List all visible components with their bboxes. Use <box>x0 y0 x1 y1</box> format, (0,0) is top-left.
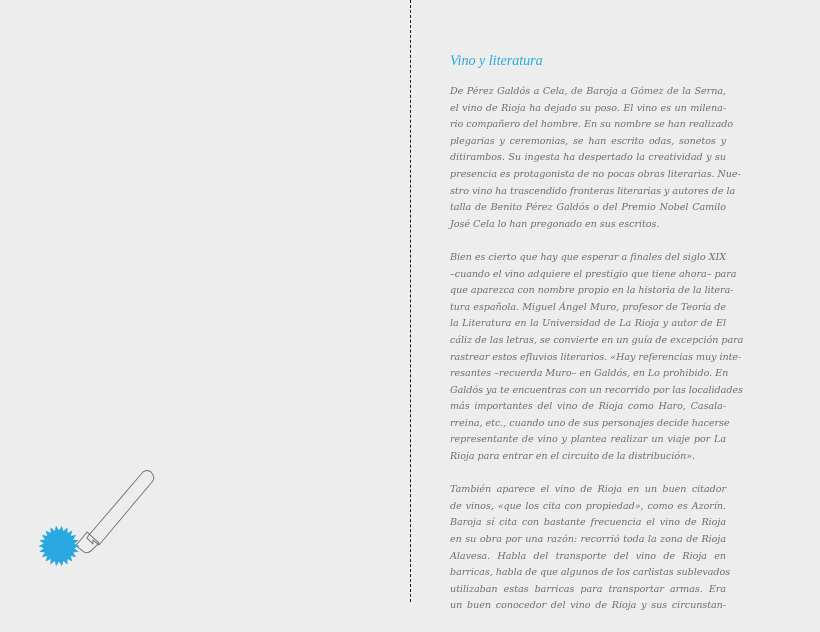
page-fold-divider <box>410 0 411 602</box>
text-line: presencia es protagonista de no pocas obras literarias. Nue- <box>450 168 741 180</box>
text-line: José Cela lo han pregonado en sus escritos. <box>450 218 660 230</box>
text-line: Rioja para entrar en el circuito de la distribución». <box>450 451 696 463</box>
splash-icon <box>39 526 80 567</box>
article-column <box>450 52 744 632</box>
article-paragraph-2 <box>450 250 744 466</box>
text-line: representante de vino y plantea realizar un viaje por La <box>450 434 726 446</box>
text-line: más importantes del vino de Rioja como Haro, Casala- <box>450 401 726 413</box>
text-line: De Pérez Galdós a Cela, de Baroja a Gómez de la Serna, <box>450 86 726 97</box>
text-line: el vino de Rioja ha dejado su poso. El vino es un milena- <box>450 102 726 114</box>
text-line: resantes –recuerda Muro– en Galdós, en Lo prohibido. En <box>450 368 729 380</box>
text-line: También aparece el vino de Rioja en un buen citador <box>450 484 726 496</box>
text-line: utilizaban estas barricas para transportar armas. Era <box>450 583 726 595</box>
text-line: la Literatura en la Universidad de La Rioja y autor de El <box>450 318 726 330</box>
text-line: cáliz de las letras, se convierte en un guía de excepción para <box>450 334 744 346</box>
text-line: ditirambos. Su ingesta ha despertado la creatividad y su <box>450 152 726 164</box>
article-paragraph-1 <box>450 84 741 233</box>
article-paragraph-3 <box>450 482 731 615</box>
wine-bottle-splash-icon <box>30 466 160 576</box>
text-line: un buen conocedor del vino de Rioja y sus circunstan- <box>450 600 726 612</box>
text-line: Galdós ya te encuentras con un recorrido por las localidades <box>450 384 743 396</box>
text-line: Bien es cierto que hay que esperar a finales del siglo XIX <box>450 251 726 263</box>
text-line: rio compañero del hombre. En su nombre se han realizado <box>450 119 734 131</box>
text-line: Baroja sí cita con bastante frecuencia el vino de Rioja <box>450 517 726 529</box>
text-line: –cuando el vino adquiere el prestigio que tiene ahora– para <box>450 268 737 280</box>
text-line: de vinos, «que los cita con propiedad», como es Azorín. <box>450 500 726 512</box>
text-line: rastrear estos efluvios literarios. «Hay referencias muy inte- <box>450 351 742 363</box>
text-line: plegarias y ceremonias, se han escrito odas, sonetos y <box>450 135 726 147</box>
text-line: talla de Benito Pérez Galdós o del Premio Nobel Camilo <box>450 202 726 214</box>
text-line: rreina, etc., cuando uno de sus personajes decide hacerse <box>450 417 730 429</box>
text-line: en su obra por una razón: recorrió toda la zona de Rioja <box>450 534 726 546</box>
text-line: tura española. Miguel Ángel Muro, profesor de Teoría de <box>450 301 726 313</box>
wine-bottle-icon <box>77 471 154 553</box>
text-line: que aparezca con nombre propio en la historia de la litera- <box>450 285 734 297</box>
text-line: barricas, habla de que algunos de los carlistas sublevados <box>450 567 731 579</box>
article-title: Vino y literatura <box>450 53 543 69</box>
text-line: stro vino ha trascendido fronteras literarias y autores de la <box>450 185 736 197</box>
text-line: Alavesa. Habla del transporte del vino de Rioja en <box>450 550 726 562</box>
